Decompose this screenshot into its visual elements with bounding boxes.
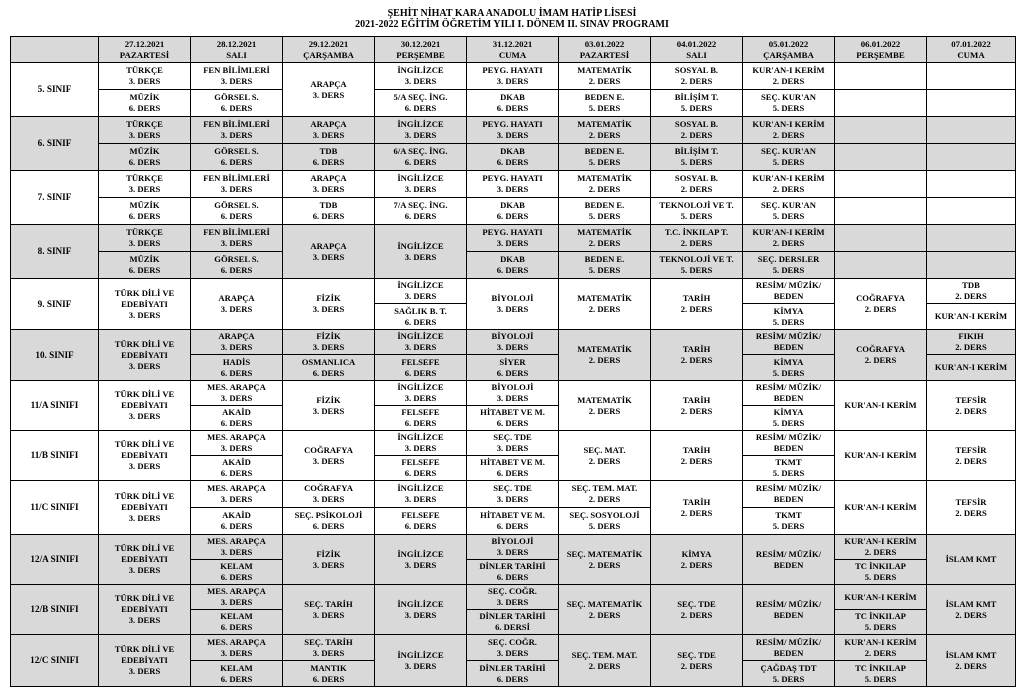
exam-cell: SEÇ. KUR'AN 5. DERS xyxy=(743,144,835,171)
exam-cell: TEKNOLOJİ VE T. 5. DERS xyxy=(651,252,743,279)
class-label: 6. SINIF xyxy=(11,117,99,171)
exam-cell: RESİM/ MÜZİK/ BEDEN xyxy=(743,330,835,355)
exam-cell: İNGİLİZCE 3. DERS xyxy=(375,381,467,406)
exam-cell: COĞRAFYA 2. DERS xyxy=(835,330,927,381)
exam-cell xyxy=(927,171,1016,198)
exam-cell: MATEMATİK 2. DERS xyxy=(559,171,651,198)
exam-cell: T.C. İNKILAP T. 2. DERS xyxy=(651,225,743,252)
exam-cell: MATEMATİK 2. DERS xyxy=(559,279,651,330)
exam-cell: TÜRK DİLİ VE EDEBİYATI 3. DERS xyxy=(99,330,191,381)
class-label: 11/C SINIFI xyxy=(11,481,99,535)
exam-cell: SEÇ. COĞR. 3. DERS xyxy=(467,635,559,661)
exam-cell: DKAB 6. DERS xyxy=(467,144,559,171)
exam-cell: KUR'AN-I KERİM xyxy=(835,431,927,481)
exam-cell: SEÇ. TEM. MAT. 2. DERS xyxy=(559,481,651,508)
exam-cell: SOSYAL B. 2. DERS xyxy=(651,171,743,198)
exam-cell: 7/A SEÇ. İNG. 6. DERS xyxy=(375,198,467,225)
exam-cell: MÜZİK 6. DERS xyxy=(99,252,191,279)
exam-cell: MES. ARAPÇA 3. DERS xyxy=(191,585,283,610)
exam-cell: PEYG. HAYATI 3. DERS xyxy=(467,63,559,90)
exam-cell: HİTABET VE M. 6. DERS xyxy=(467,508,559,535)
exam-cell: KUR'AN-I KERİM 2. DERS xyxy=(743,225,835,252)
exam-cell: ÇAĞDAŞ TDT 5. DERS xyxy=(743,661,835,687)
exam-cell: KİMYA 5. DERS xyxy=(743,406,835,431)
document-subtitle: 2021-2022 EĞİTİM ÖĞRETİM YILI I. DÖNEM II. SINAV PROGRAMI xyxy=(355,19,669,30)
exam-cell xyxy=(927,90,1016,117)
header-date: 04.01.2022 xyxy=(676,38,717,49)
exam-cell: KUR'AN-I KERİM 2. DERS xyxy=(835,635,927,661)
exam-cell: KELAM 6. DERS xyxy=(191,610,283,635)
exam-schedule-table xyxy=(10,36,1016,687)
exam-cell: TÜRK DİLİ VE EDEBİYATI 3. DERS xyxy=(99,635,191,687)
table-body xyxy=(11,63,1016,687)
exam-cell: RESİM/ MÜZİK/ BEDEN xyxy=(743,279,835,304)
table-row xyxy=(11,279,1016,304)
exam-cell xyxy=(927,225,1016,252)
exam-cell: MATEMATİK 2. DERS xyxy=(559,225,651,252)
exam-cell: ARAPÇA 3. DERS xyxy=(283,225,375,279)
exam-cell: SEÇ. MATEMATİK 2. DERS xyxy=(559,535,651,585)
table-row xyxy=(11,585,1016,610)
exam-cell: TARİH 2. DERS xyxy=(651,279,743,330)
exam-cell: SEÇ. COĞR. 3. DERS xyxy=(467,585,559,610)
exam-cell: BEDEN E. 5. DERS xyxy=(559,90,651,117)
exam-cell: KUR'AN-I KERİM 2. DERS xyxy=(743,117,835,144)
exam-cell: AKAİD 6. DERS xyxy=(191,508,283,535)
exam-cell: HİTABET VE M. 6. DERS xyxy=(467,406,559,431)
exam-cell: COĞRAFYA 2. DERS xyxy=(835,279,927,330)
exam-cell: KUR'AN-I KERİM xyxy=(835,585,927,610)
exam-cell: İSLAM KMT xyxy=(927,535,1016,585)
exam-cell xyxy=(835,144,927,171)
exam-cell: GÖRSEL S. 6. DERS xyxy=(191,198,283,225)
exam-cell: TEFSİR 2. DERS xyxy=(927,481,1016,535)
exam-cell xyxy=(835,252,927,279)
exam-cell: TEKNOLOJİ VE T. 5. DERS xyxy=(651,198,743,225)
exam-cell: SEÇ. TARİH 3. DERS xyxy=(283,635,375,661)
corner-cell xyxy=(11,37,99,63)
exam-cell: KİMYA 2. DERS xyxy=(651,535,743,585)
exam-cell: KUR'AN-I KERİM xyxy=(835,481,927,535)
exam-cell: SOSYAL B. 2. DERS xyxy=(651,117,743,144)
exam-cell: TÜRK DİLİ VE EDEBİYATI 3. DERS xyxy=(99,381,191,431)
exam-cell: SEÇ. TARİH 3. DERS xyxy=(283,585,375,635)
exam-cell: GÖRSEL S. 6. DERS xyxy=(191,252,283,279)
date-column-header xyxy=(743,37,835,63)
exam-cell: TC İNKILAP 5. DERS xyxy=(835,661,927,687)
class-label: 11/A SINIFI xyxy=(11,381,99,431)
exam-cell: TARİH 2. DERS xyxy=(651,481,743,535)
header-row xyxy=(11,37,1016,63)
exam-cell: TC İNKILAP 5. DERS xyxy=(835,560,927,585)
exam-cell: KUR'AN-I KERİM 2. DERS xyxy=(743,171,835,198)
exam-cell: İNGİLİZCE 3. DERS xyxy=(375,63,467,90)
exam-cell: TÜRKÇE 3. DERS xyxy=(99,225,191,252)
exam-cell: BİLİŞİM T. 5. DERS xyxy=(651,90,743,117)
header-day: PERŞEMBE xyxy=(856,49,905,60)
date-column-header xyxy=(467,37,559,63)
exam-cell: KELAM 6. DERS xyxy=(191,661,283,687)
date-column-header xyxy=(191,37,283,63)
exam-cell: ARAPÇA 3. DERS xyxy=(191,330,283,355)
exam-cell xyxy=(927,144,1016,171)
exam-cell: RESİM/ MÜZİK/ BEDEN xyxy=(743,535,835,585)
exam-cell: DKAB 6. DERS xyxy=(467,252,559,279)
date-column-header xyxy=(651,37,743,63)
exam-cell: TÜRKÇE 3. DERS xyxy=(99,171,191,198)
date-column-header xyxy=(99,37,191,63)
exam-cell: İNGİLİZCE 3. DERS xyxy=(375,171,467,198)
exam-cell: GÖRSEL S. 6. DERS xyxy=(191,144,283,171)
exam-cell: DKAB 6. DERS xyxy=(467,90,559,117)
exam-cell: BİYOLOJİ 3. DERS xyxy=(467,330,559,355)
exam-cell xyxy=(927,252,1016,279)
exam-cell xyxy=(927,198,1016,225)
header-date: 31.12.2021 xyxy=(492,38,533,49)
exam-cell: TÜRKÇE 3. DERS xyxy=(99,63,191,90)
date-column-header xyxy=(375,37,467,63)
exam-cell: MES. ARAPÇA 3. DERS xyxy=(191,635,283,661)
exam-cell: SOSYAL B. 2. DERS xyxy=(651,63,743,90)
exam-cell: COĞRAFYA 3. DERS xyxy=(283,431,375,481)
exam-cell: TKMT 5. DERS xyxy=(743,508,835,535)
header-date: 27.12.2021 xyxy=(124,38,165,49)
exam-cell: FİZİK 3. DERS xyxy=(283,381,375,431)
exam-cell: TÜRK DİLİ VE EDEBİYATI 3. DERS xyxy=(99,535,191,585)
exam-cell: RESİM/ MÜZİK/ BEDEN xyxy=(743,381,835,406)
table-row xyxy=(11,144,1016,171)
exam-cell: MATEMATİK 2. DERS xyxy=(559,117,651,144)
exam-cell: BEDEN E. 5. DERS xyxy=(559,144,651,171)
exam-cell: ARAPÇA 3. DERS xyxy=(283,117,375,144)
table-row xyxy=(11,252,1016,279)
table-row xyxy=(11,63,1016,90)
header-date: 29.12.2021 xyxy=(308,38,349,49)
exam-cell: TDB 6. DERS xyxy=(283,144,375,171)
exam-cell: MÜZİK 6. DERS xyxy=(99,198,191,225)
exam-cell: MES. ARAPÇA 3. DERS xyxy=(191,381,283,406)
exam-cell: İNGİLİZCE 3. DERS xyxy=(375,279,467,304)
exam-cell: KUR'AN-I KERİM xyxy=(835,381,927,431)
exam-cell: İNGİLİZCE 3. DERS xyxy=(375,635,467,687)
table-row xyxy=(11,481,1016,508)
exam-cell: SEÇ. MAT. 2. DERS xyxy=(559,431,651,481)
exam-cell: ARAPÇA 3. DERS xyxy=(191,279,283,330)
date-column-header xyxy=(559,37,651,63)
exam-cell xyxy=(835,171,927,198)
exam-cell: FİZİK 3. DERS xyxy=(283,330,375,355)
exam-cell: İSLAM KMT 2. DERS xyxy=(927,585,1016,635)
exam-cell: FİZİK 3. DERS xyxy=(283,535,375,585)
header-day: SALI xyxy=(686,49,707,60)
date-column-header xyxy=(927,37,1016,63)
exam-cell: 5/A SEÇ. İNG. 6. DERS xyxy=(375,90,467,117)
exam-cell: SEÇ. TDE 2. DERS xyxy=(651,585,743,635)
exam-cell: FİZİK 3. DERS xyxy=(283,279,375,330)
exam-cell: İNGİLİZCE 3. DERS xyxy=(375,431,467,456)
exam-cell: SEÇ. KUR'AN 5. DERS xyxy=(743,198,835,225)
table-row xyxy=(11,431,1016,456)
exam-cell: SEÇ. MATEMATİK 2. DERS xyxy=(559,585,651,635)
class-label: 9. SINIF xyxy=(11,279,99,330)
exam-cell: DİNLER TARİHİ 6. DERS xyxy=(467,661,559,687)
exam-cell: DİNLER TARİHİ 6. DERSİ xyxy=(467,610,559,635)
exam-cell: BEDEN E. 5. DERS xyxy=(559,252,651,279)
exam-cell: TEFSİR 2. DERS xyxy=(927,431,1016,481)
table-row xyxy=(11,225,1016,252)
exam-cell: GÖRSEL S. 6. DERS xyxy=(191,90,283,117)
exam-cell: MATEMATİK 2. DERS xyxy=(559,381,651,431)
exam-cell: MES. ARAPÇA 3. DERS xyxy=(191,481,283,508)
exam-cell: MANTIK 6. DERS xyxy=(283,661,375,687)
table-row xyxy=(11,330,1016,355)
exam-cell: İNGİLİZCE 3. DERS xyxy=(375,117,467,144)
exam-cell: MÜZİK 6. DERS xyxy=(99,90,191,117)
exam-cell: AKAİD 6. DERS xyxy=(191,456,283,481)
exam-cell: İSLAM KMT 2. DERS xyxy=(927,635,1016,687)
exam-cell: HİTABET VE M. 6. DERS xyxy=(467,456,559,481)
exam-cell: FELSEFE 6. DERS xyxy=(375,406,467,431)
exam-cell: BİYOLOJİ 3. DERS xyxy=(467,381,559,406)
class-label: 12/C SINIFI xyxy=(11,635,99,687)
exam-cell: TÜRKÇE 3. DERS xyxy=(99,117,191,144)
exam-cell: PEYG. HAYATI 3. DERS xyxy=(467,225,559,252)
exam-cell: TÜRK DİLİ VE EDEBİYATI 3. DERS xyxy=(99,431,191,481)
exam-cell: SEÇ. DERSLER 5. DERS xyxy=(743,252,835,279)
exam-cell: KİMYA 5. DERS xyxy=(743,304,835,330)
exam-cell: RESİM/ MÜZİK/ BEDEN xyxy=(743,481,835,508)
table-row xyxy=(11,635,1016,661)
exam-cell: MATEMATİK 2. DERS xyxy=(559,63,651,90)
exam-cell: DİNLER TARİHİ 6. DERS xyxy=(467,560,559,585)
exam-cell: RESİM/ MÜZİK/ BEDEN xyxy=(743,585,835,635)
class-label: 12/A SINIFI xyxy=(11,535,99,585)
exam-cell: HADİS 6. DERS xyxy=(191,355,283,381)
exam-cell: SEÇ. TDE 2. DERS xyxy=(651,635,743,687)
exam-cell: İNGİLİZCE 3. DERS xyxy=(375,225,467,279)
exam-cell: TARİH 2. DERS xyxy=(651,381,743,431)
exam-cell: İNGİLİZCE 3. DERS xyxy=(375,535,467,585)
class-label: 12/B SINIFI xyxy=(11,585,99,635)
exam-schedule-table-wrapper xyxy=(10,36,1016,687)
exam-cell: SEÇ. TDE 3. DERS xyxy=(467,431,559,456)
exam-cell: MES. ARAPÇA 3. DERS xyxy=(191,535,283,560)
class-label: 5. SINIF xyxy=(11,63,99,117)
exam-cell: FELSEFE 6. DERS xyxy=(375,355,467,381)
table-row xyxy=(11,171,1016,198)
exam-cell: AKAİD 6. DERS xyxy=(191,406,283,431)
exam-cell: KUR'AN-I KERİM 2. DERS xyxy=(743,63,835,90)
exam-cell xyxy=(835,90,927,117)
exam-cell: İNGİLİZCE 3. DERS xyxy=(375,585,467,635)
exam-cell: TARİH 2. DERS xyxy=(651,431,743,481)
header-date: 30.12.2021 xyxy=(400,38,441,49)
exam-cell: KUR'AN-I KERİM 2. DERS xyxy=(835,535,927,560)
exam-cell: SEÇ. PSİKOLOJİ 6. DERS xyxy=(283,508,375,535)
exam-cell xyxy=(835,117,927,144)
exam-cell xyxy=(927,117,1016,144)
exam-cell: ARAPÇA 3. DERS xyxy=(283,171,375,198)
class-label: 8. SINIF xyxy=(11,225,99,279)
exam-cell: 6/A SEÇ. İNG. 6. DERS xyxy=(375,144,467,171)
exam-cell xyxy=(835,225,927,252)
exam-cell: SEÇ. SOSYOLOJİ 5. DERS xyxy=(559,508,651,535)
exam-cell: MES. ARAPÇA 3. DERS xyxy=(191,431,283,456)
class-label: 10. SINIF xyxy=(11,330,99,381)
table-row xyxy=(11,90,1016,117)
exam-cell: TC İNKILAP 5. DERS xyxy=(835,610,927,635)
exam-cell: TDB 2. DERS xyxy=(927,279,1016,304)
header-day: PAZARTESİ xyxy=(119,49,170,60)
exam-cell: TKMT 5. DERS xyxy=(743,456,835,481)
exam-cell: OSMANLICA 6. DERS xyxy=(283,355,375,381)
table-row xyxy=(11,381,1016,406)
header-day: SALI xyxy=(226,49,247,60)
exam-cell: TARİH 2. DERS xyxy=(651,330,743,381)
table-row xyxy=(11,198,1016,225)
exam-cell: FELSEFE 6. DERS xyxy=(375,456,467,481)
exam-cell: FIKIH 2. DERS xyxy=(927,330,1016,355)
exam-cell: MATEMATİK 2. DERS xyxy=(559,330,651,381)
exam-cell: ARAPÇA 3. DERS xyxy=(283,63,375,117)
exam-cell: İNGİLİZCE 3. DERS xyxy=(375,330,467,355)
table-row xyxy=(11,535,1016,560)
exam-cell: FEN BİLİMLERİ 3. DERS xyxy=(191,63,283,90)
header-date: 05.01.2022 xyxy=(768,38,809,49)
exam-cell: SAĞLIK B. T. 6. DERS xyxy=(375,304,467,330)
exam-cell: FEN BİLİMLERİ 3. DERS xyxy=(191,117,283,144)
exam-cell: TEFSİR 2. DERS xyxy=(927,381,1016,431)
exam-cell: DKAB 6. DERS xyxy=(467,198,559,225)
exam-cell: SEÇ. TEM. MAT. 2. DERS xyxy=(559,635,651,687)
exam-cell: TDB 6. DERS xyxy=(283,198,375,225)
exam-cell: BİYOLOJİ 3. DERS xyxy=(467,279,559,330)
header-date: 28.12.2021 xyxy=(216,38,257,49)
exam-cell: KUR'AN-I KERİM xyxy=(927,355,1016,381)
exam-cell xyxy=(835,198,927,225)
exam-cell xyxy=(835,63,927,90)
exam-cell: TÜRK DİLİ VE EDEBİYATI 3. DERS xyxy=(99,585,191,635)
exam-cell: İNGİLİZCE 3. DERS xyxy=(375,481,467,508)
exam-cell: PEYG. HAYATI 3. DERS xyxy=(467,117,559,144)
exam-cell: RESİM/ MÜZİK/ BEDEN xyxy=(743,431,835,456)
table-row xyxy=(11,117,1016,144)
exam-cell: TÜRK DİLİ VE EDEBİYATI 3. DERS xyxy=(99,481,191,535)
document-title: ŞEHİT NİHAT KARA ANADOLU İMAM HATİP LİSESİ xyxy=(387,8,637,19)
exam-cell: KİMYA 5. DERS xyxy=(743,355,835,381)
exam-cell: KELAM 6. DERS xyxy=(191,560,283,585)
exam-cell: SEÇ. KUR'AN 5. DERS xyxy=(743,90,835,117)
exam-cell: BİYOLOJİ 3. DERS xyxy=(467,535,559,560)
header-day: ÇARŞAMBA xyxy=(763,49,814,60)
exam-cell: FEN BİLİMLERİ 3. DERS xyxy=(191,225,283,252)
header-day: PERŞEMBE xyxy=(396,49,445,60)
header-date: 03.01.2022 xyxy=(584,38,625,49)
exam-cell xyxy=(927,63,1016,90)
exam-cell: TÜRK DİLİ VE EDEBİYATI 3. DERS xyxy=(99,279,191,330)
header-date: 06.01.2022 xyxy=(860,38,901,49)
header-day: CUMA xyxy=(957,49,985,60)
exam-cell: BİLİŞİM T. 5. DERS xyxy=(651,144,743,171)
exam-cell: MÜZİK 6. DERS xyxy=(99,144,191,171)
header-day: PAZARTESİ xyxy=(579,49,630,60)
exam-cell: SİYER 6. DERS xyxy=(467,355,559,381)
exam-cell: FELSEFE 6. DERS xyxy=(375,508,467,535)
exam-cell: RESİM/ MÜZİK/ BEDEN xyxy=(743,635,835,661)
exam-cell: FEN BİLİMLERİ 3. DERS xyxy=(191,171,283,198)
class-label: 11/B SINIFI xyxy=(11,431,99,481)
exam-cell: COĞRAFYA 3. DERS xyxy=(283,481,375,508)
exam-cell: BEDEN E. 5. DERS xyxy=(559,198,651,225)
exam-cell: KUR'AN-I KERİM xyxy=(927,304,1016,330)
exam-cell: PEYG. HAYATI 3. DERS xyxy=(467,171,559,198)
date-column-header xyxy=(835,37,927,63)
header-date: 07.01.2022 xyxy=(951,38,991,49)
header-day: ÇARŞAMBA xyxy=(303,49,354,60)
exam-cell: SEÇ. TDE 3. DERS xyxy=(467,481,559,508)
header-day: CUMA xyxy=(498,49,527,60)
date-column-header xyxy=(283,37,375,63)
class-label: 7. SINIF xyxy=(11,171,99,225)
